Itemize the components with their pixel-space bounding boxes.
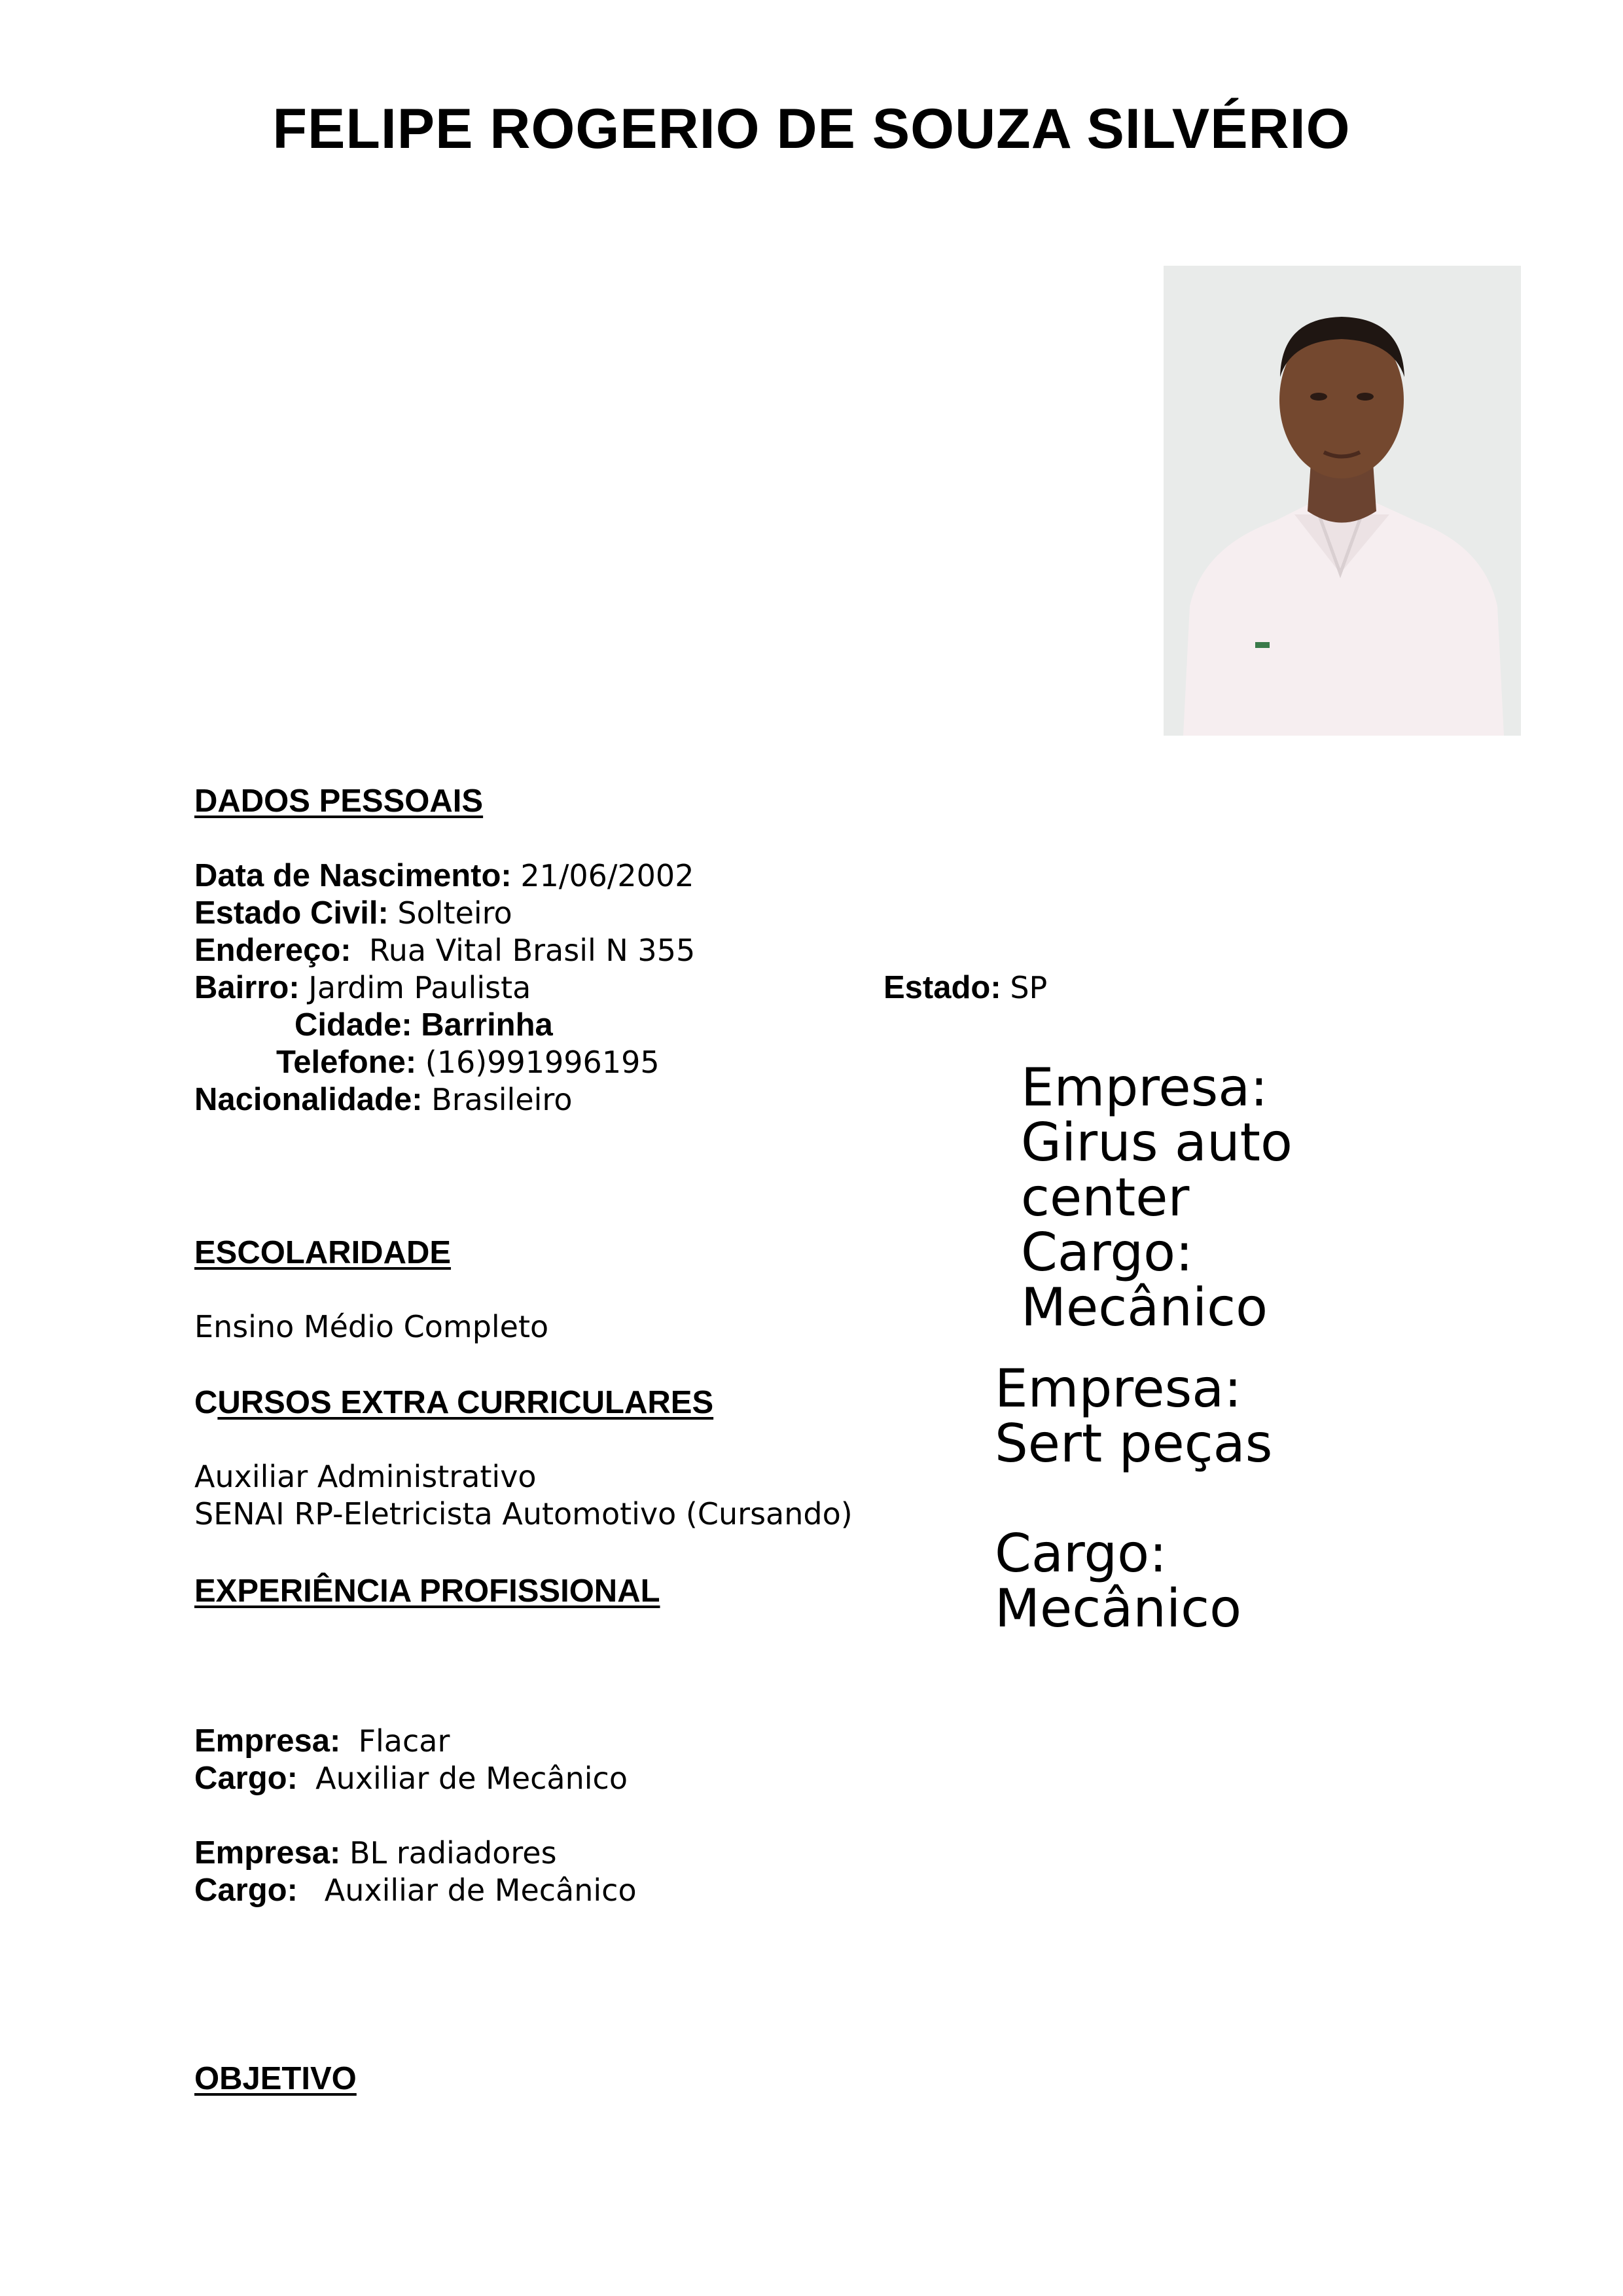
marital-status-line — [194, 895, 512, 931]
side-job-line — [995, 1471, 1387, 1526]
side-job-line: Empresa: — [995, 1358, 1242, 1419]
job-role-line — [194, 1760, 628, 1797]
marital-status-value: Solteiro — [397, 895, 512, 931]
job-role-value: Auxiliar de Mecânico — [315, 1761, 628, 1796]
birth-date-line — [194, 857, 694, 894]
course-item: SENAI RP-Eletricista Automotivo (Cursando) — [194, 1496, 853, 1532]
section-heading-cursos — [194, 1384, 713, 1421]
side-job-block — [995, 1358, 1387, 1639]
course-item: Auxiliar Administrativo — [194, 1459, 537, 1494]
side-job-line: Girus auto — [1021, 1112, 1293, 1173]
side-job-block — [1021, 1057, 1414, 1338]
birth-date-value: 21/06/2002 — [520, 858, 694, 893]
side-job-line: Mecânico — [1021, 1277, 1268, 1338]
marital-status-label: Estado Civil: — [194, 895, 389, 931]
neighborhood-line — [194, 969, 531, 1006]
job-company-label: Empresa: — [194, 1723, 341, 1759]
state-line — [883, 969, 1047, 1006]
neighborhood-value: Jardim Paulista — [308, 970, 531, 1005]
job-company-line — [194, 1835, 557, 1871]
profile-photo — [1164, 266, 1521, 736]
section-heading-escolaridade: ESCOLARIDADE — [194, 1235, 452, 1270]
phone-line — [276, 1044, 660, 1081]
state-value: SP — [1010, 970, 1048, 1005]
side-job-line: Cargo: — [995, 1523, 1168, 1584]
side-job-line: Sert peças — [995, 1413, 1273, 1474]
cursos-heading-first-letter: C — [194, 1385, 218, 1420]
side-job-line: Cargo: — [1021, 1222, 1194, 1283]
job-company-value: BL radiadores — [349, 1835, 557, 1871]
side-job-line: Mecânico — [995, 1578, 1242, 1639]
phone-value: (16)991996195 — [425, 1045, 660, 1080]
phone-label: Telefone: — [276, 1045, 417, 1080]
portrait-illustration — [1164, 266, 1521, 736]
section-heading-dados-pessoais: DADOS PESSOAIS — [194, 783, 484, 819]
address-label: Endereço: — [194, 933, 351, 968]
side-job-line: center — [1021, 1167, 1190, 1228]
address-value: Rua Vital Brasil N 355 — [368, 933, 696, 968]
side-job-line: Empresa: — [1021, 1057, 1268, 1118]
city-label: Cidade: Barrinha — [294, 1007, 553, 1043]
job-role-line — [194, 1872, 637, 1909]
job-company-value: Flacar — [358, 1723, 450, 1759]
section-heading-experiencia: EXPERIÊNCIA PROFISSIONAL — [194, 1573, 660, 1609]
address-line — [194, 932, 695, 969]
nationality-value: Brasileiro — [431, 1082, 573, 1117]
nationality-line — [194, 1081, 572, 1118]
job-company-line — [194, 1723, 450, 1759]
cursos-heading-rest: URSOS EXTRA CURRICULARES — [217, 1385, 714, 1420]
neighborhood-label: Bairro: — [194, 970, 300, 1005]
job-role-label: Cargo: — [194, 1873, 298, 1908]
education-value: Ensino Médio Completo — [194, 1309, 549, 1344]
job-role-label: Cargo: — [194, 1761, 298, 1796]
state-label: Estado: — [883, 970, 1001, 1005]
nationality-label: Nacionalidade: — [194, 1082, 423, 1117]
page-title: FELIPE ROGERIO DE SOUZA SILVÉRIO — [272, 98, 1351, 160]
job-role-value: Auxiliar de Mecânico — [324, 1873, 637, 1908]
city-line — [294, 1007, 553, 1043]
section-heading-objetivo: OBJETIVO — [194, 2061, 357, 2096]
job-company-label: Empresa: — [194, 1835, 341, 1871]
birth-date-label: Data de Nascimento: — [194, 858, 512, 893]
